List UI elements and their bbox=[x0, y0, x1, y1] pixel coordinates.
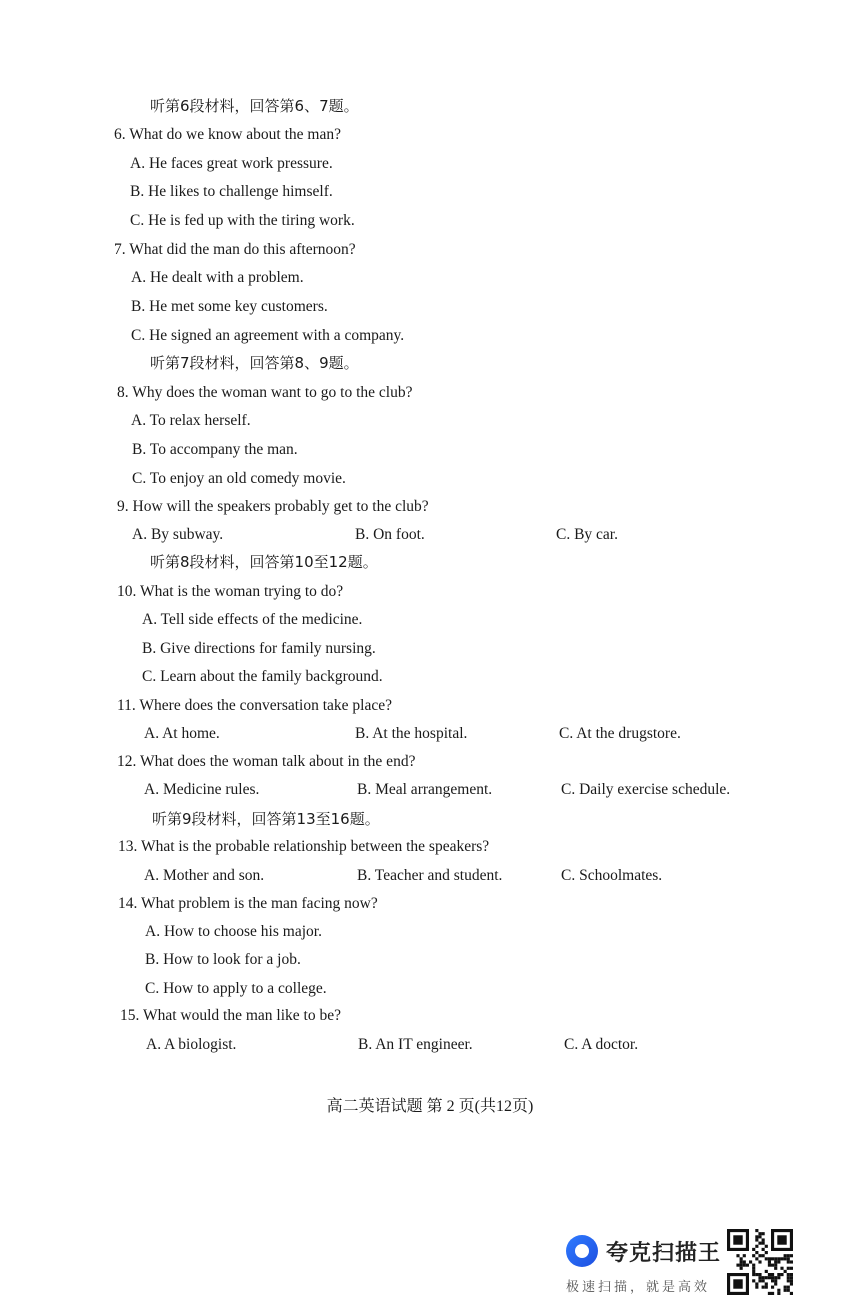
answer-option: C. A doctor. bbox=[564, 1036, 639, 1053]
answer-option: A. He faces great work pressure. bbox=[130, 155, 333, 172]
answer-option: C. Schoolmates. bbox=[561, 867, 663, 884]
answer-option: B. Meal arrangement. bbox=[357, 781, 493, 798]
question-stem: 11. Where does the conversation take place? bbox=[117, 697, 393, 714]
scanner-watermark bbox=[564, 1232, 724, 1298]
answer-option: A. Mother and son. bbox=[144, 867, 265, 884]
section-instruction: 听第6段材料，回答第6、7题。 bbox=[150, 97, 359, 115]
page-footer: 高二英语试题 第 2 页(共12页) bbox=[326, 1098, 534, 1115]
question-stem: 12. What does the woman talk about in the end? bbox=[117, 753, 416, 770]
answer-option: C. By car. bbox=[556, 526, 618, 543]
answer-option: C. To enjoy an old comedy movie. bbox=[132, 470, 346, 487]
answer-option: C. Daily exercise schedule. bbox=[561, 781, 731, 798]
answer-option: A. He dealt with a problem. bbox=[131, 269, 304, 286]
answer-option: C. At the drugstore. bbox=[559, 725, 681, 742]
question-stem: 15. What would the man like to be? bbox=[120, 1007, 341, 1024]
answer-option: B. Teacher and student. bbox=[357, 867, 503, 884]
section-instruction: 听第7段材料，回答第8、9题。 bbox=[150, 354, 359, 372]
answer-option: A. At home. bbox=[144, 725, 220, 742]
answer-option: B. At the hospital. bbox=[355, 725, 468, 742]
qr-code-icon bbox=[727, 1229, 793, 1295]
question-stem: 8. Why does the woman want to go to the club? bbox=[117, 384, 413, 401]
answer-option: A. Medicine rules. bbox=[144, 781, 260, 798]
answer-option: A. To relax herself. bbox=[131, 412, 251, 429]
question-stem: 6. What do we know about the man? bbox=[114, 126, 341, 143]
answer-option: A. By subway. bbox=[132, 526, 224, 543]
answer-option: A. How to choose his major. bbox=[145, 923, 322, 940]
answer-option: C. He signed an agreement with a company. bbox=[131, 327, 405, 344]
scanner-slogan: 极速扫描，就是高效 bbox=[566, 1280, 711, 1295]
answer-option: B. To accompany the man. bbox=[132, 441, 298, 458]
answer-option: C. How to apply to a college. bbox=[145, 980, 327, 997]
question-stem: 7. What did the man do this afternoon? bbox=[114, 241, 356, 258]
answer-option: B. An IT engineer. bbox=[358, 1036, 473, 1053]
answer-option: B. He met some key customers. bbox=[131, 298, 328, 315]
scanner-brand-name: 夸克扫描王 bbox=[606, 1241, 722, 1266]
answer-option: B. On foot. bbox=[355, 526, 425, 543]
answer-option: C. Learn about the family background. bbox=[142, 668, 383, 685]
answer-option: B. He likes to challenge himself. bbox=[130, 183, 333, 200]
answer-option: A. Tell side effects of the medicine. bbox=[142, 611, 363, 628]
answer-option: B. Give directions for family nursing. bbox=[142, 640, 376, 657]
question-stem: 9. How will the speakers probably get to the club? bbox=[117, 498, 429, 515]
section-instruction: 听第9段材料，回答第13至16题。 bbox=[152, 810, 380, 828]
answer-option: B. How to look for a job. bbox=[145, 951, 301, 968]
question-stem: 14. What problem is the man facing now? bbox=[118, 895, 378, 912]
section-instruction: 听第8段材料，回答第10至12题。 bbox=[150, 553, 378, 571]
answer-option: C. He is fed up with the tiring work. bbox=[130, 212, 355, 229]
question-stem: 13. What is the probable relationship between the speakers? bbox=[118, 838, 490, 855]
scanner-logo-icon bbox=[566, 1235, 598, 1267]
answer-option: A. A biologist. bbox=[146, 1036, 237, 1053]
question-stem: 10. What is the woman trying to do? bbox=[117, 583, 344, 600]
